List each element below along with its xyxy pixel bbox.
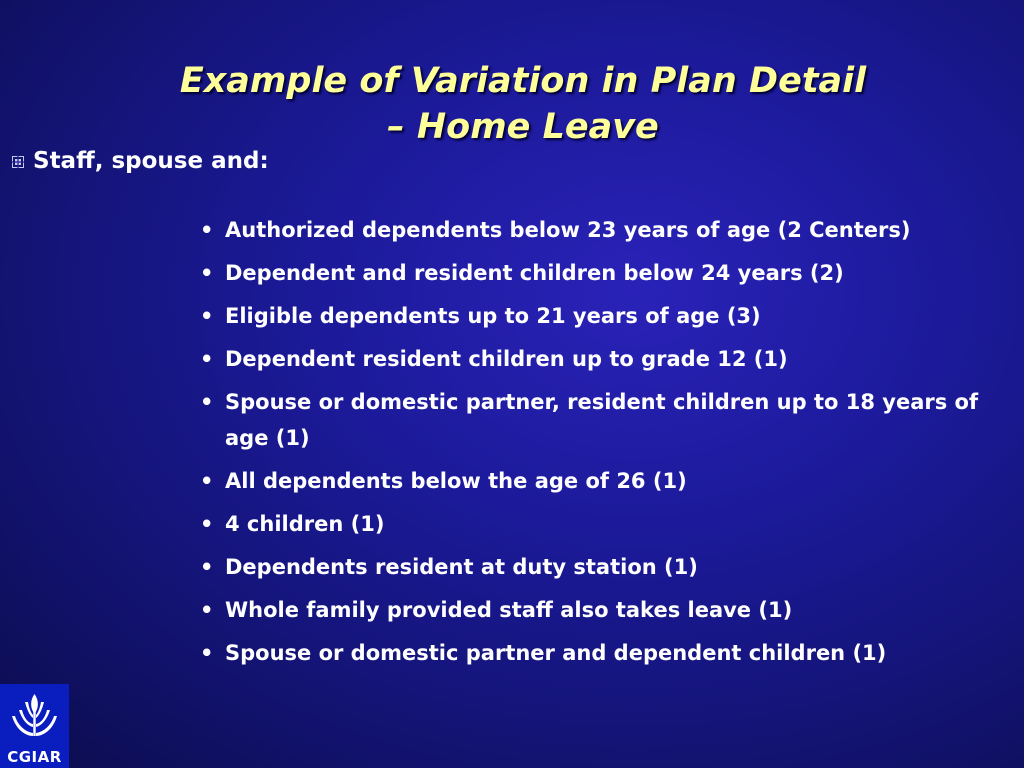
- wheat-icon: [6, 686, 63, 746]
- bullet-dot: •: [200, 261, 214, 285]
- list-item: [198, 341, 1016, 377]
- list-item-text: Whole family provided staff also takes leave (1): [225, 598, 793, 622]
- bullet-dot: •: [200, 347, 214, 371]
- bullet-dot: •: [200, 555, 214, 579]
- list-item: [198, 592, 1016, 628]
- list-item-text: Dependents resident at duty station (1): [225, 555, 698, 579]
- bullet-dot: •: [200, 641, 214, 665]
- list-item: [198, 506, 1016, 542]
- title-line-2: – Home Leave: [387, 107, 659, 147]
- list-item: [198, 255, 1016, 291]
- list-item: [198, 212, 1016, 248]
- list-item: [198, 635, 1016, 671]
- list-item: [198, 298, 1016, 334]
- bullet-dot: •: [200, 469, 214, 493]
- list-item: [198, 384, 1016, 456]
- bullet-list: [198, 212, 1016, 678]
- logo-text: CGIAR: [7, 748, 62, 766]
- bullet-dot: •: [200, 390, 214, 414]
- list-item-text: Spouse or domestic partner and dependent children (1): [225, 641, 887, 665]
- list-item: [198, 549, 1016, 585]
- bullet-dot: •: [200, 598, 214, 622]
- square-bullet-icon: [12, 156, 24, 168]
- slide-title: [0, 58, 1024, 150]
- cgiar-logo: [0, 684, 69, 768]
- list-item-text: Dependent resident children up to grade 12 (1): [225, 347, 788, 371]
- bullet-dot: •: [200, 304, 214, 328]
- list-item-text: 4 children (1): [225, 512, 385, 536]
- lead-bullet: [12, 145, 269, 177]
- list-item: [198, 463, 1016, 499]
- bullet-dot: •: [200, 512, 214, 536]
- title-line-1: Example of Variation in Plan Detail: [179, 61, 867, 101]
- list-item-text: Authorized dependents below 23 years of age (2 Centers): [225, 218, 911, 242]
- list-item-text: All dependents below the age of 26 (1): [225, 469, 687, 493]
- list-item-text: Spouse or domestic partner, resident children up to 18 years of age (1): [225, 390, 979, 450]
- list-item-text: Dependent and resident children below 24 years (2): [225, 261, 844, 285]
- bullet-dot: •: [200, 218, 214, 242]
- lead-text: Staff, spouse and:: [33, 148, 269, 174]
- list-item-text: Eligible dependents up to 21 years of age (3): [225, 304, 761, 328]
